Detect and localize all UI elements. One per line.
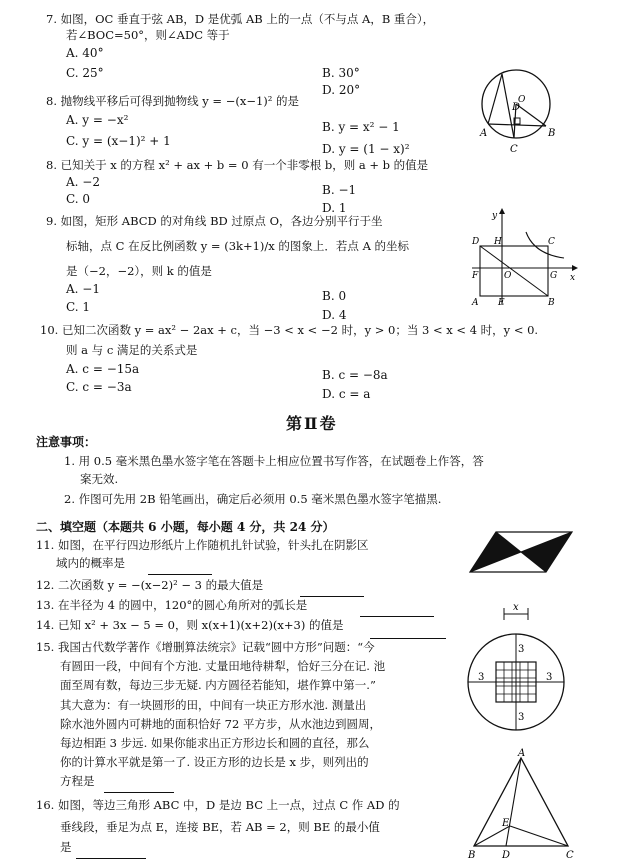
q16-label-d: D (502, 850, 511, 861)
q15-label-3-right: 3 (546, 672, 553, 683)
q12-answer-blank (300, 586, 364, 597)
q9-label-d: D (472, 237, 480, 247)
q15-line5: 除水池外圆内可耕地的面积恰好 72 平方步，从水池边到圆周， (60, 717, 381, 731)
q7-label-c: C (510, 144, 518, 155)
notes-item-1b: 案无效. (80, 472, 119, 486)
q11-line1: 11. 如图，在平行四边形纸片上作随机扎针试验，针头扎在阴影区 (36, 538, 369, 552)
q7-label-a: A (480, 128, 488, 139)
notes-item-1a: 1. 用 0.5 毫米黑色墨水签字笔在答题卡上相应位置书写作答，在试题卷上作答，答 (64, 454, 484, 468)
section2-title: 二、填空题（本题共 6 小题，每小题 4 分，共 24 分） (36, 520, 335, 534)
q15-line8: 方程是 (60, 774, 95, 788)
q9-label-b: B (548, 298, 555, 308)
q9-option-a: A. −1 (66, 282, 100, 296)
q8b-option-b: B. −1 (322, 183, 357, 197)
q7-label-o: O (518, 95, 526, 105)
q16-line2: 垂线段，垂足为点 E，连接 BE，若 AB = 2，则 BE 的最小值 (60, 820, 380, 834)
q15-line6: 每边相距 3 步远. 如果你能求出正方形边长和圆的直径，那么 (60, 736, 370, 750)
q16-triangle-figure (466, 746, 576, 864)
q8b-stem: 8. 已知关于 x 的方程 x² + ax + b = 0 有一个非零根 b，则 a + b 的值是 (46, 158, 429, 172)
q9-x-arrow (572, 265, 578, 271)
q8-option-c: C. y = (x−1)² + 1 (66, 134, 171, 148)
q9-option-d: D. 4 (322, 308, 347, 322)
q9-line3: 是（−2，−2），则 k 的值是 (66, 264, 212, 278)
q10-option-c: C. c = −3a (66, 380, 132, 394)
q11-answer-blank (148, 564, 212, 575)
q11-line2: 域内的概率是 (56, 556, 125, 570)
q9-diagonal-bd (480, 246, 548, 296)
q9-label-g: G (550, 271, 558, 281)
q16-triangle-abc (474, 758, 568, 846)
q15-line1: 15. 我国古代数学著作《增删算法统宗》记载“圆中方形”问题：“今 (36, 640, 375, 654)
q10-option-a: A. c = −15a (66, 362, 140, 376)
q15-label-3-bottom: 3 (518, 712, 525, 723)
q8b-option-a: A. −2 (66, 175, 100, 189)
q15-label-x: x (513, 602, 519, 613)
q9-label-h: H (494, 237, 502, 247)
q15-line4: 其大意为：有一块圆形的田，中间有一块正方形水池. 测量出 (60, 698, 367, 712)
q9-hyperbola (526, 232, 564, 258)
q9-label-a: A (472, 298, 479, 308)
q11-parallelogram-figure (466, 528, 576, 576)
q16-line1: 16. 如图，等边三角形 ABC 中，D 是边 BC 上一点，过点 C 作 AD 的 (36, 798, 400, 812)
q9-y-arrow (499, 208, 505, 214)
q15-circle-square-figure (466, 600, 566, 742)
q16-label-c: C (566, 850, 574, 861)
q16-label-e: E (502, 818, 510, 829)
q15-answer-blank (104, 782, 174, 793)
q9-line1: 9. 如图，矩形 ABCD 的对角线 BD 过原点 O，各边分别平行于坐 (46, 214, 383, 228)
q10-line1: 10. 已知二次函数 y = ax² − 2ax + c，当 −3 < x < −2 时，y > 0；当 3 < x < 4 时，y < 0. (40, 323, 539, 337)
q8b-option-d: D. 1 (322, 201, 347, 215)
q9-option-c: C. 1 (66, 300, 91, 314)
q15-line7: 你的计算水平就是第一了. 设正方形的边长是 x 步，则列出的 (60, 755, 369, 769)
q9-label-f: F (472, 271, 479, 281)
q7-circle-figure (474, 66, 564, 156)
q7-label-d: D (512, 102, 521, 113)
q7-option-a: A. 40° (66, 46, 104, 60)
q13-text: 13. 在半径为 4 的圆中，120°的圆心角所对的弧长是 (36, 598, 308, 612)
q7-option-c: C. 25° (66, 66, 104, 80)
q16-label-b: B (468, 850, 476, 861)
q15-label-3-top: 3 (518, 644, 525, 655)
notes-title: 注意事项： (36, 435, 97, 449)
q8-option-b: B. y = x² − 1 (322, 120, 400, 134)
q10-option-d: D. c = a (322, 387, 371, 401)
notes-item-2: 2. 作图可先用 2B 铅笔画出，确定后必须用 0.5 毫米黑色墨水签字笔描黑. (64, 492, 442, 506)
q7-line2: 若∠BOC=50°，则∠ADC 等于 (66, 28, 230, 42)
q15-label-3-left: 3 (478, 672, 485, 683)
q16-answer-blank (76, 848, 146, 859)
q16-line3: 是 (60, 840, 72, 854)
q9-label-e: E (498, 298, 505, 308)
part2-title: 第Ⅱ卷 (286, 414, 338, 433)
q7-option-d: D. 20° (322, 83, 361, 97)
q7-option-b: B. 30° (322, 66, 360, 80)
q12-text: 12. 二次函数 y = −(x−2)² − 3 的最大值是 (36, 578, 264, 592)
q14-answer-blank (370, 628, 446, 639)
q13-answer-blank (360, 606, 434, 617)
q7-label-b: B (548, 128, 556, 139)
q10-line2: 则 a 与 c 满足的关系式是 (66, 343, 198, 357)
q7-line1: 7. 如图，OC 垂直于弦 AB，D 是优弧 AB 上的一点（不与点 A，B 重合）， (46, 12, 435, 26)
q9-label-c: C (548, 237, 555, 247)
q8b-option-c: C. 0 (66, 192, 91, 206)
q15-line2: 有圆田一段，中间有个方池. 丈量田地待耕犁，恰好三分在记. 池 (60, 659, 386, 673)
q9-label-x: x (570, 273, 576, 283)
q9-label-o: O (504, 271, 512, 281)
q9-option-b: B. 0 (322, 289, 347, 303)
q9-coordinate-figure (468, 208, 578, 308)
q8-stem: 8. 抛物线平移后可得到抛物线 y = −(x−1)² 的是 (46, 94, 300, 108)
q8-option-a: A. y = −x² (66, 113, 129, 127)
q9-line2: 标轴，点 C 在反比例函数 y = (3k+1)/x 的图象上．若点 A 的坐标 (66, 239, 410, 253)
q10-option-b: B. c = −8a (322, 368, 388, 382)
q15-line3: 面至周有数，每边三步无疑. 内方圆径若能知，堪作算中第一.” (60, 678, 376, 692)
q8-option-d: D. y = (1 − x)² (322, 142, 410, 156)
q14-text: 14. 已知 x² + 3x − 5 = 0，则 x(x+1)(x+2)(x+3) 的值是 (36, 618, 344, 632)
q16-label-a: A (518, 748, 526, 759)
q9-label-y: y (492, 211, 498, 221)
